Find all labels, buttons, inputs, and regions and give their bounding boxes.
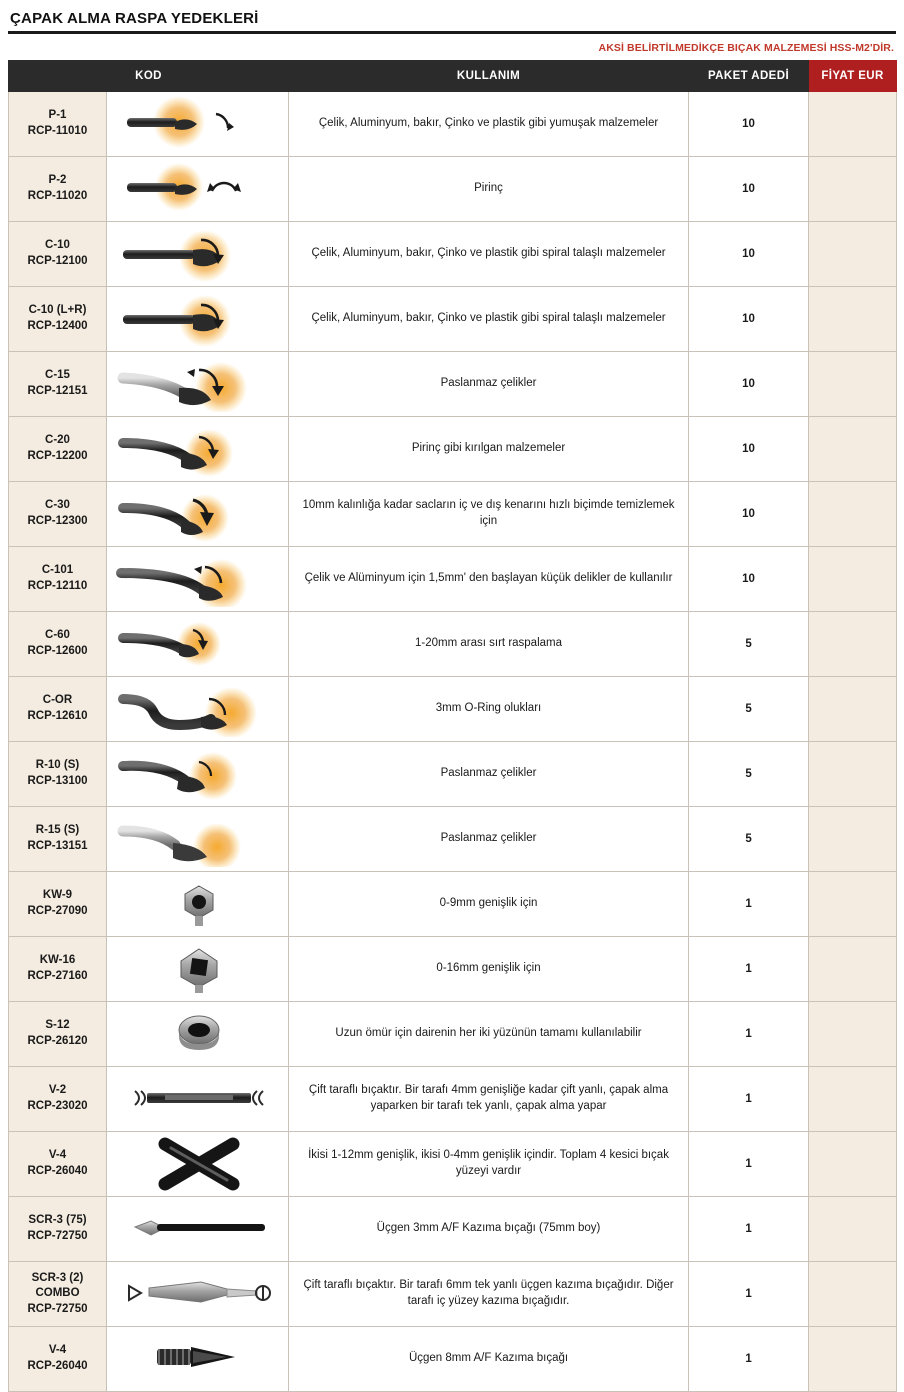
cell-package-qty: 5 [689,677,809,742]
cell-product-image [107,807,289,872]
header-fiyat-eur: FİYAT EUR [809,61,897,92]
cell-code [9,287,107,352]
table-row [9,1262,897,1327]
table-row [9,92,897,157]
cell-product-image [107,1002,289,1067]
cell-package-qty: 10 [689,482,809,547]
cell-package-qty: 1 [689,1262,809,1327]
cell-usage: Çift taraflı bıçaktır. Bir tarafı 4mm genişliğe kadar çift yanlı, çapak alma yaparken bir tarafı tek yanlı, çapak alma yapar [289,1067,689,1132]
product-code: SCR-3 (75) [28,1214,87,1227]
product-code: KW-16 [39,954,76,967]
cell-price-eur[interactable] [809,287,897,352]
cell-usage: Çelik, Aluminyum, bakır, Çinko ve plastik gibi yumuşak malzemeler [289,92,689,157]
cell-usage: Çift taraflı bıçaktır. Bir tarafı 6mm tek yanlı üçgen kazıma bıçağıdır. Diğer tarafı iç yüzey kazıma bıçağıdır. [289,1262,689,1327]
cell-product-image [107,1262,289,1327]
table-row [9,1067,897,1132]
cross-x-blade-icon [113,1136,282,1192]
blade-straight-double-arrow-icon [113,161,282,217]
cell-product-image [107,1327,289,1392]
product-code: P-1 [48,109,67,122]
cell-code [9,157,107,222]
cell-code [9,677,107,742]
product-code: C-10 (L+R) [28,304,87,317]
cell-product-image [107,937,289,1002]
table-row [9,157,897,222]
cell-code [9,1002,107,1067]
cell-product-image [107,417,289,482]
cell-usage: Pirinç gibi kırılgan malzemeler [289,417,689,482]
cell-code [9,612,107,677]
product-code: C-10 [45,239,70,252]
cell-price-eur[interactable] [809,352,897,417]
product-code: V-2 [48,1084,67,1097]
cell-price-eur[interactable] [809,417,897,482]
blade-short-hook-arrow-icon [113,616,282,672]
cell-usage: 10mm kalınlığa kadar sacların iç ve dış kenarını hızlı biçimde temizlemek için [289,482,689,547]
cell-product-image [107,92,289,157]
product-code: KW-9 [42,889,73,902]
cell-code [9,92,107,157]
product-ref: RCP-27090 [27,905,88,917]
cell-package-qty: 1 [689,1132,809,1197]
product-ref: RCP-72750 [27,1302,88,1315]
cell-price-eur[interactable] [809,742,897,807]
cell-usage: Çelik, Aluminyum, bakır, Çinko ve plastik gibi spiral talaşlı malzemeler [289,287,689,352]
product-ref: RCP-23020 [27,1100,88,1112]
header-kod: KOD [9,61,289,92]
products-table-body [9,92,897,1392]
cell-package-qty: 10 [689,287,809,352]
cell-code [9,807,107,872]
table-row [9,1132,897,1197]
cell-code [9,1132,107,1197]
cell-package-qty: 5 [689,742,809,807]
cell-price-eur[interactable] [809,937,897,1002]
cell-package-qty: 10 [689,92,809,157]
product-ref: RCP-11020 [27,190,88,202]
cell-product-image [107,872,289,937]
cell-code [9,417,107,482]
cell-usage: 1-20mm arası sırt raspalama [289,612,689,677]
cell-price-eur[interactable] [809,612,897,677]
product-ref: RCP-12200 [27,450,88,462]
cell-package-qty: 10 [689,547,809,612]
product-ref: RCP-26040 [27,1165,88,1177]
table-row [9,1327,897,1392]
cell-usage: Üçgen 3mm A/F Kazıma bıçağı (75mm boy) [289,1197,689,1262]
page-title: ÇAPAK ALMA RASPA YEDEKLERİ [10,10,259,27]
product-ref: RCP-26120 [27,1035,88,1047]
cell-price-eur[interactable] [809,1067,897,1132]
table-row [9,222,897,287]
product-code: S-12 [45,1019,70,1032]
product-code: C-60 [45,629,70,642]
blade-hook-wide-arrow-icon [113,486,282,542]
cell-code [9,547,107,612]
countersink-hex-head-icon [113,876,282,932]
cell-package-qty: 10 [689,157,809,222]
table-row [9,937,897,1002]
product-ref: RCP-72750 [27,1230,88,1242]
cell-price-eur[interactable] [809,677,897,742]
blade-long-hook-arrow-icon [113,551,282,607]
blade-straight-right-curve-arrow-icon [113,96,282,152]
blade-hook-down-arrow-icon [113,226,282,282]
cell-usage: Pirinç [289,157,689,222]
product-code: SCR-3 (2) COMBO [31,1271,84,1300]
cell-product-image [107,287,289,352]
material-note: AKSİ BELİRTİLMEDİKÇE BIÇAK MALZEMESİ HSS-M2'DİR. [598,42,894,54]
cell-product-image [107,1197,289,1262]
product-code: V-4 [48,1344,67,1357]
cell-product-image [107,222,289,287]
cell-price-eur[interactable] [809,872,897,937]
cell-code [9,872,107,937]
product-code: C-15 [45,369,70,382]
cell-usage: 0-9mm genişlik için [289,872,689,937]
cell-package-qty: 5 [689,612,809,677]
product-code: R-15 (S) [35,824,80,837]
cell-package-qty: 1 [689,1327,809,1392]
cell-package-qty: 1 [689,1197,809,1262]
cell-code [9,742,107,807]
table-row [9,482,897,547]
cell-code [9,1262,107,1327]
cell-package-qty: 5 [689,807,809,872]
cell-product-image [107,677,289,742]
cell-product-image [107,482,289,547]
product-ref: RCP-12400 [27,320,88,332]
product-code: C-OR [42,694,73,707]
cell-price-eur[interactable] [809,157,897,222]
cell-price-eur[interactable] [809,1262,897,1327]
product-ref: RCP-13100 [27,775,88,787]
cell-price-eur[interactable] [809,807,897,872]
cell-code [9,937,107,1002]
blade-hook-down-arrow-icon [113,291,282,347]
cell-usage: Çelik, Aluminyum, bakır, Çinko ve plastik gibi spiral talaşlı malzemeler [289,222,689,287]
product-ref: RCP-11010 [27,125,88,137]
product-code: R-10 (S) [35,759,80,772]
threaded-spear-blade-icon [113,1331,282,1387]
product-code: C-101 [41,564,74,577]
product-ref: RCP-26040 [27,1360,88,1372]
header-kullanim: KULLANIM [289,61,689,92]
cell-package-qty: 1 [689,1067,809,1132]
cell-product-image [107,547,289,612]
table-row [9,417,897,482]
product-ref: RCP-12110 [27,580,88,592]
cell-code [9,352,107,417]
round-disc-cutter-icon [113,1006,282,1062]
blade-curved-up-arrow-icon [113,356,282,412]
table-row [9,872,897,937]
cell-price-eur[interactable] [809,482,897,547]
cell-usage: Paslanmaz çelikler [289,742,689,807]
product-ref: RCP-12600 [27,645,88,657]
product-code: V-4 [48,1149,67,1162]
table-row [9,677,897,742]
long-scraper-blade-icon [113,1201,282,1257]
cell-package-qty: 1 [689,937,809,1002]
cell-product-image [107,1132,289,1197]
cell-usage: Uzun ömür için dairenin her iki yüzünün tamamı kullanılabilir [289,1002,689,1067]
cell-usage: Üçgen 8mm A/F Kazıma bıçağı [289,1327,689,1392]
cell-price-eur[interactable] [809,1002,897,1067]
product-ref: RCP-12300 [27,515,88,527]
cell-product-image [107,612,289,677]
cell-price-eur[interactable] [809,92,897,157]
table-row [9,612,897,677]
cell-price-eur[interactable] [809,222,897,287]
cell-usage: 3mm O-Ring olukları [289,677,689,742]
cell-code [9,222,107,287]
product-ref: RCP-12100 [27,255,88,267]
header-paket-adedi: PAKET ADEDİ [689,61,809,92]
cell-code [9,1197,107,1262]
cell-usage: Paslanmaz çelikler [289,807,689,872]
cell-package-qty: 10 [689,352,809,417]
cell-price-eur[interactable] [809,1327,897,1392]
cell-code [9,1327,107,1392]
cell-code [9,482,107,547]
product-ref: RCP-27160 [27,970,88,982]
product-code: C-20 [45,434,70,447]
product-ref: RCP-12151 [27,385,88,397]
cell-usage: İkisi 1-12mm genişlik, ikisi 0-4mm genişlik içindir. Toplam 4 kesici bıçak yüzeyi vardır [289,1132,689,1197]
cell-product-image [107,1067,289,1132]
cell-price-eur[interactable] [809,1132,897,1197]
combo-scraper-blade-icon [113,1266,282,1322]
cell-product-image [107,352,289,417]
cell-package-qty: 10 [689,222,809,287]
table-row [9,742,897,807]
cell-package-qty: 1 [689,872,809,937]
countersink-square-head-icon [113,941,282,997]
double-sided-flat-blade-icon [113,1071,282,1127]
title-divider [8,31,896,34]
blade-oring-groove-icon [113,681,282,737]
blade-round-radius-icon [113,746,282,802]
cell-price-eur[interactable] [809,1197,897,1262]
table-header-row [9,61,897,92]
table-row [9,1197,897,1262]
cell-code [9,1067,107,1132]
products-table [8,60,897,1392]
cell-usage: 0-16mm genişlik için [289,937,689,1002]
cell-product-image [107,157,289,222]
cell-product-image [107,742,289,807]
table-row [9,352,897,417]
cell-price-eur[interactable] [809,547,897,612]
product-code: C-30 [45,499,70,512]
cell-usage: Çelik ve Alüminyum için 1,5mm' den başlayan küçük delikler de kullanılır [289,547,689,612]
table-row [9,1002,897,1067]
cell-package-qty: 1 [689,1002,809,1067]
product-ref: RCP-13151 [27,840,88,852]
cell-package-qty: 10 [689,417,809,482]
table-row [9,287,897,352]
table-row [9,547,897,612]
product-code: P-2 [48,174,67,187]
product-ref: RCP-12610 [27,710,88,722]
blade-hook-short-arrow-icon [113,421,282,477]
table-row [9,807,897,872]
cell-usage: Paslanmaz çelikler [289,352,689,417]
blade-round-radius-large-icon [113,811,282,867]
